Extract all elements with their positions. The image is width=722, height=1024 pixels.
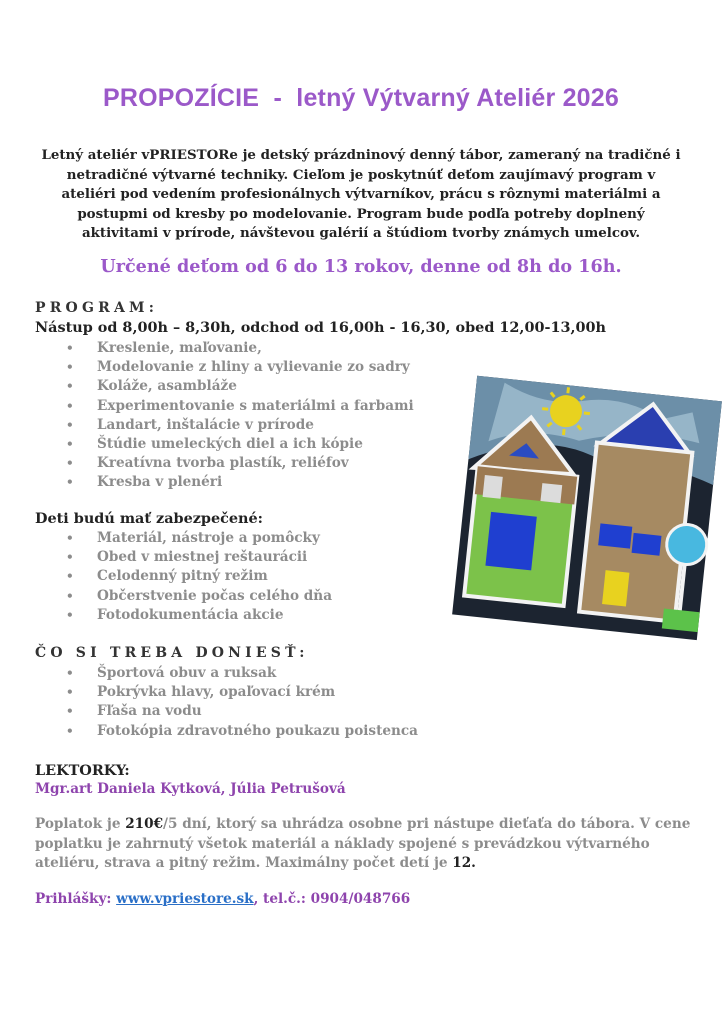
- fee-price: 210€: [125, 816, 164, 832]
- contact-label: Prihlášky:: [35, 891, 117, 907]
- age-info: Určené deťom od 6 do 13 rokov, denne od 8h do 16h.: [100, 256, 622, 277]
- fee-paragraph: [35, 815, 695, 874]
- contact-phone: , tel.č.: 0904/048766: [253, 891, 411, 907]
- list-item: • Fotodokumentácia akcie: [60, 606, 332, 625]
- provided-heading: Deti budú mať zabezpečené:: [35, 510, 263, 527]
- list-item: • Kreatívna tvorba plastík, reliéfov: [60, 454, 414, 473]
- intro-paragraph: Letný ateliér vPRIESTORe je detský prázdninový denný tábor, zameraný na tradičné i netradičné výtvarné techniky. Cieľom je poskytnúť deťom zaujímavý program v ateliéri pod vedením profesionálnych výtvarníkov, prácu s rôznymi materiálmi a postupmi od kresby po modelovanie. Program bude podľa potreby doplnený aktivitami v prírode, návštevou galérií a štúdiom tvorby známych umelcov.: [41, 147, 681, 242]
- list-item: • Pokrývka hlavy, opaľovací krém: [60, 683, 418, 702]
- list-item: • Landart, inštalácie v prírode: [60, 416, 414, 435]
- program-list: [60, 339, 414, 493]
- max-children: 12.: [452, 855, 476, 872]
- list-item: • Fľaša na vodu: [60, 702, 418, 721]
- list-item: • Športová obuv a ruksak: [60, 664, 418, 683]
- fee-text: /5 dní, ktorý sa uhrádza osobne pri nástupe dieťaťa do tábora. V cene poplatku je zahrnutý všetok materiál a náklady spojené s prevádzkou výtvarného ateliéru, strava a pitný režim. Maximálny počet detí je: [35, 816, 691, 872]
- list-item: • Koláže, asambláže: [60, 377, 414, 396]
- list-item: • Štúdie umeleckých diel a ich kópie: [60, 435, 414, 454]
- program-schedule: Nástup od 8,00h – 8,30h, odchod od 16,00h - 16,30, obed 12,00-13,00h: [35, 319, 606, 336]
- children-artwork-houses-image: [452, 372, 722, 644]
- list-item: • Kresba v plenéri: [60, 473, 414, 492]
- provided-list: [60, 529, 332, 625]
- page-title: PROPOZÍCIE - letný Výtvarný Ateliér 2026: [103, 84, 619, 112]
- list-item: • Obed v miestnej reštaurácii: [60, 548, 332, 567]
- list-item: • Fotokópia zdravotného poukazu poistenca: [60, 722, 418, 741]
- program-heading: PROGRAM:: [35, 300, 159, 316]
- lecturers-heading: LEKTORKY:: [35, 762, 130, 779]
- list-item: • Občerstvenie počas celého dňa: [60, 587, 332, 606]
- lecturers-names: Mgr.art Daniela Kytková, Júlia Petrušová: [35, 781, 346, 797]
- fee-text: Poplatok je: [35, 816, 126, 832]
- website-link[interactable]: www.vpriestore.sk: [116, 891, 254, 907]
- list-item: • Materiál, nástroje a pomôcky: [60, 529, 332, 548]
- list-item: • Experimentovanie s materiálmi a farbami: [60, 397, 414, 416]
- contact-line: [35, 891, 410, 907]
- bring-list: [60, 664, 418, 741]
- list-item: • Kreslenie, maľovanie,: [60, 339, 414, 358]
- bring-heading: ČO SI TREBA DONIESŤ:: [35, 645, 309, 661]
- list-item: • Modelovanie z hliny a vylievanie zo sadry: [60, 358, 414, 377]
- list-item: • Celodenný pitný režim: [60, 567, 332, 586]
